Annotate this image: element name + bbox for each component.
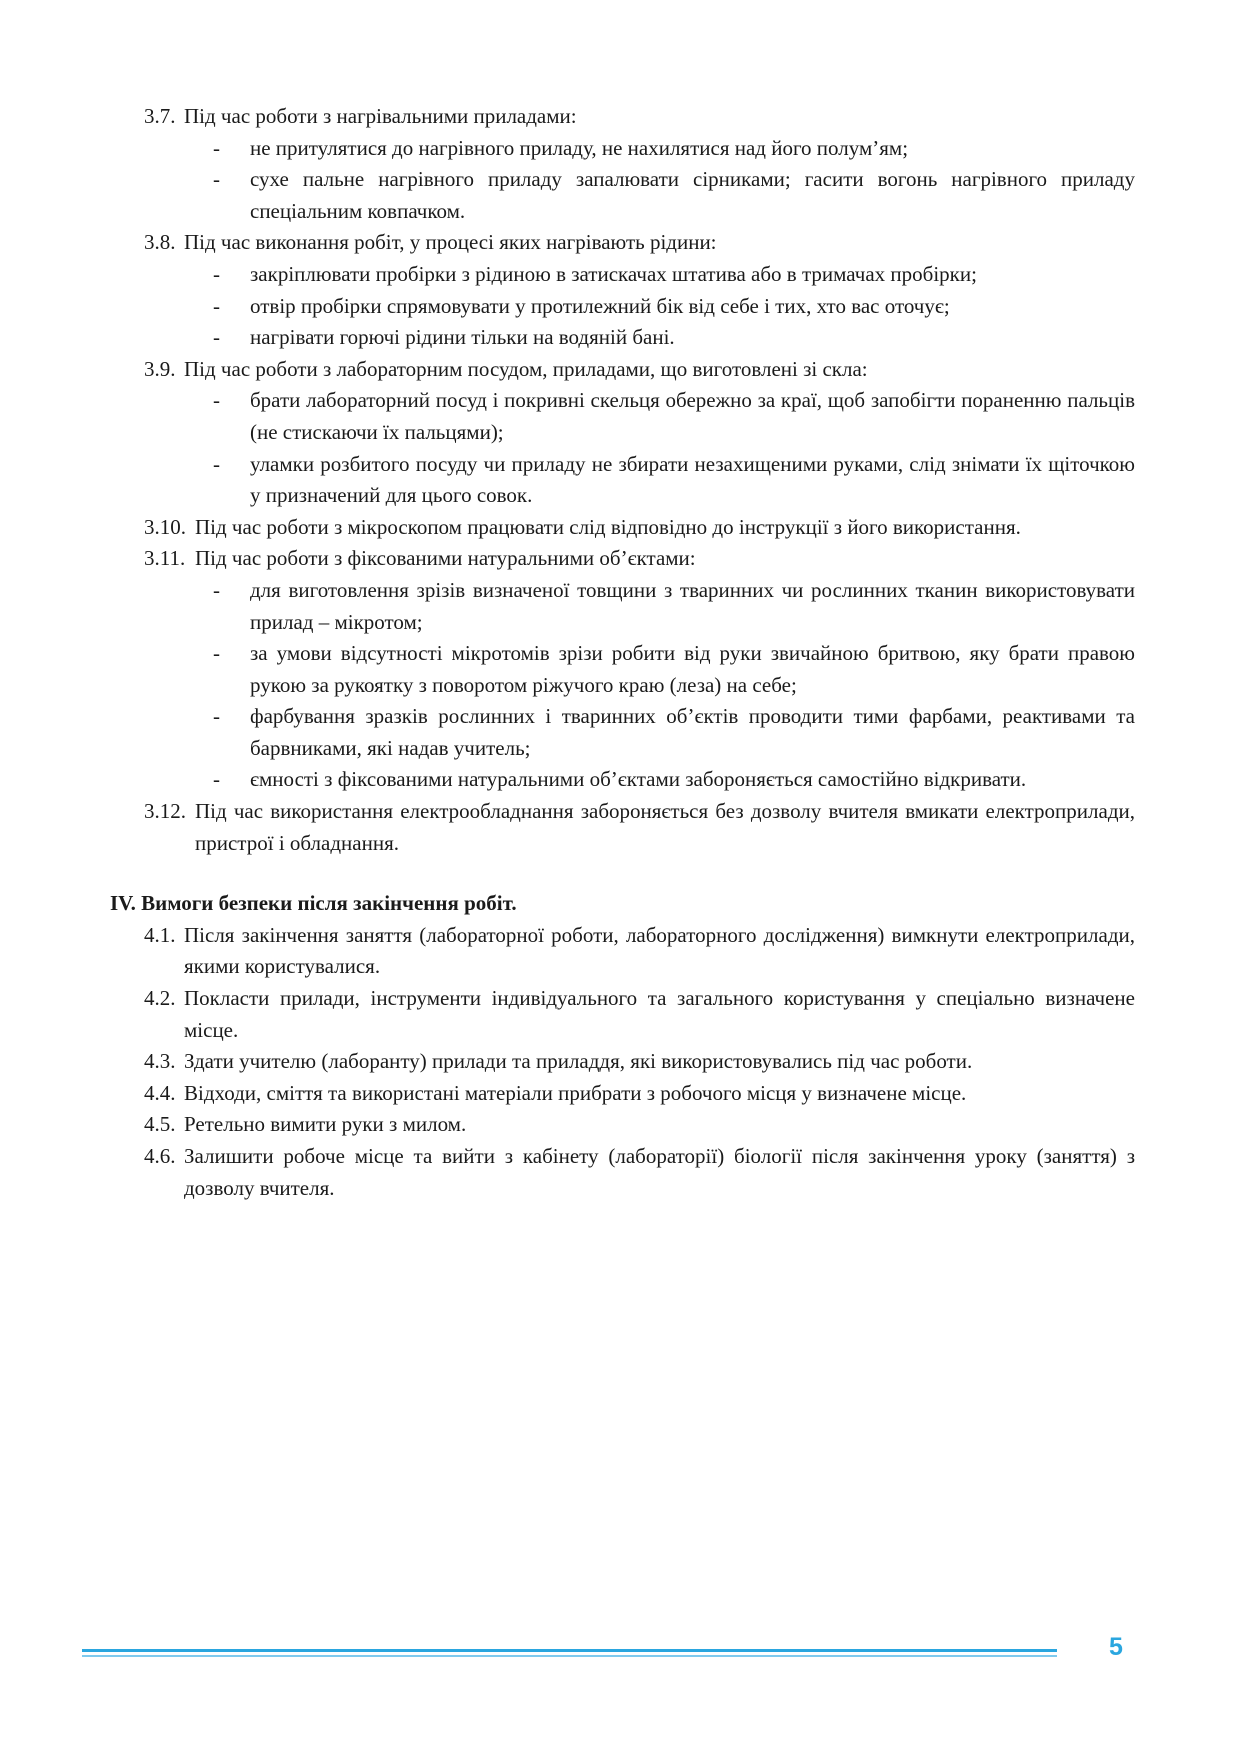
rule-text: Залишити робоче місце та вийти з кабінету (лабораторії) біології після закінчення уроку (заняття) з дозволу вчителя. [184, 1144, 1135, 1200]
bullet-text: уламки розбитого посуду чи приладу не збирати незахищеними руками, слід знімати їх щіточкою у призначений для цього совок. [250, 451, 1135, 508]
rule-item [110, 1109, 1135, 1141]
rule-bullet [110, 449, 1135, 512]
rule-item [110, 983, 1135, 1046]
rule-text: Під час роботи з мікроскопом працювати слід відповідно до інструкції з його використання. [195, 514, 1021, 539]
section-4 [110, 920, 1135, 1204]
rule-item [110, 227, 1135, 259]
rule-bullet [110, 133, 1135, 165]
rule-number: 3.11. [144, 546, 186, 571]
section-heading: IV. Вимоги безпеки після закінчення робіт. [110, 891, 517, 916]
dash-marker: - [213, 167, 220, 192]
bullet-text: сухе пальне нагрівного приладу запалювати сірниками; гасити вогонь нагрівного приладу спеціальним ковпачком. [250, 167, 1135, 223]
rule-number: 4.6. [144, 1144, 176, 1168]
rule-item [110, 796, 1135, 859]
page-number: 5 [1109, 1633, 1123, 1661]
rule-text: Під час роботи з лабораторним посудом, приладами, що виготовлені зі скла: [184, 356, 868, 381]
rule-text: Під час використання електрообладнання забороняється без дозволу вчителя вмикати електроприлади, пристрої і обладнання. [195, 799, 1135, 855]
rule-bullet [110, 385, 1135, 448]
rule-text: Під час виконання робіт, у процесі яких нагрівають рідини: [184, 230, 717, 255]
dash-marker: - [213, 451, 220, 476]
rule-number: 4.1. [144, 922, 176, 947]
rule-bullet [110, 322, 1135, 354]
rule-bullet [110, 764, 1135, 796]
rule-text: Відходи, сміття та використані матеріали прибрати з робочого місця у визначене місце. [184, 1080, 967, 1105]
dash-marker: - [213, 641, 220, 666]
rule-text: Ретельно вимити руки з милом. [184, 1112, 467, 1137]
rule-item [110, 512, 1135, 544]
rule-item [110, 101, 1135, 133]
bullet-text: нагрівати горючі рідини тільки на водяній бані. [250, 325, 675, 350]
rule-text: Покласти прилади, інструменти індивідуального та загального користування у спеціально визначене місце. [184, 986, 1135, 1042]
footer-rule [82, 1649, 1057, 1652]
rule-number: 3.12. [144, 799, 186, 824]
rule-text: Здати учителю (лаборанту) прилади та приладдя, які використовувались під час роботи. [184, 1049, 973, 1074]
rule-text: Під час роботи з нагрівальними приладами: [184, 104, 577, 128]
bullet-text: закріплювати пробірки з рідиною в затискачах штатива або в тримачах пробірки; [250, 261, 977, 286]
dash-marker: - [213, 704, 220, 729]
footer-rule-secondary [82, 1655, 1057, 1657]
dash-marker: - [213, 388, 220, 413]
rule-bullet [110, 164, 1135, 227]
dash-marker: - [213, 767, 220, 792]
bullet-text: брати лабораторний посуд і покривні скельця обережно за краї, щоб запобігти пораненню пальців (не стискаючи їх пальцями); [250, 388, 1135, 444]
bullet-text: за умови відсутності мікротомів зрізи робити від руки звичайною бритвою, яку брати правою рукою за рукоятку з поворотом ріжучого краю (леза) на себе; [250, 641, 1135, 697]
rule-item [110, 1141, 1135, 1204]
rule-bullet [110, 701, 1135, 764]
rule-item [110, 543, 1135, 575]
rule-number: 3.9. [144, 356, 176, 381]
dash-marker: - [213, 325, 220, 350]
dash-marker: - [213, 293, 220, 318]
rule-bullet [110, 291, 1135, 323]
dash-marker: - [213, 135, 220, 160]
rule-number: 3.8. [144, 230, 176, 255]
dash-marker: - [213, 577, 220, 602]
rule-bullet [110, 575, 1135, 638]
bullet-text: отвір пробірки спрямовувати у протилежний бік від себе і тих, хто вас оточує; [250, 293, 950, 318]
rule-number: 4.5. [144, 1112, 176, 1137]
rule-number: 3.7. [144, 104, 176, 128]
bullet-text: для виготовлення зрізів визначеної товщини з тваринних чи рослинних тканин використовувати прилад – мікротом; [250, 577, 1135, 634]
document-body [110, 101, 1135, 1204]
dash-marker: - [213, 261, 220, 286]
rule-text: Після закінчення заняття (лабораторної роботи, лабораторного дослідження) вимкнути електроприлади, якими користувалися. [184, 922, 1135, 979]
bullet-text: не притулятися до нагрівного приладу, не нахилятися над його полум’ям; [250, 135, 909, 160]
rule-item [110, 920, 1135, 983]
rule-text: Під час роботи з фіксованими натуральними об’єктами: [195, 546, 696, 571]
rule-bullet [110, 638, 1135, 701]
rule-item [110, 1046, 1135, 1078]
rule-number: 4.2. [144, 986, 176, 1011]
rule-number: 3.10. [144, 514, 186, 539]
bullet-text: ємності з фіксованими натуральними об’єктами забороняється самостійно відкривати. [250, 767, 1027, 792]
rule-number: 4.4. [144, 1080, 176, 1105]
rule-bullet [110, 259, 1135, 291]
rule-item [110, 1078, 1135, 1110]
bullet-text: фарбування зразків рослинних і тваринних об’єктів проводити тими фарбами, реактивами та барвниками, які надав учитель; [250, 704, 1135, 760]
rule-item [110, 354, 1135, 386]
rule-number: 4.3. [144, 1049, 176, 1074]
